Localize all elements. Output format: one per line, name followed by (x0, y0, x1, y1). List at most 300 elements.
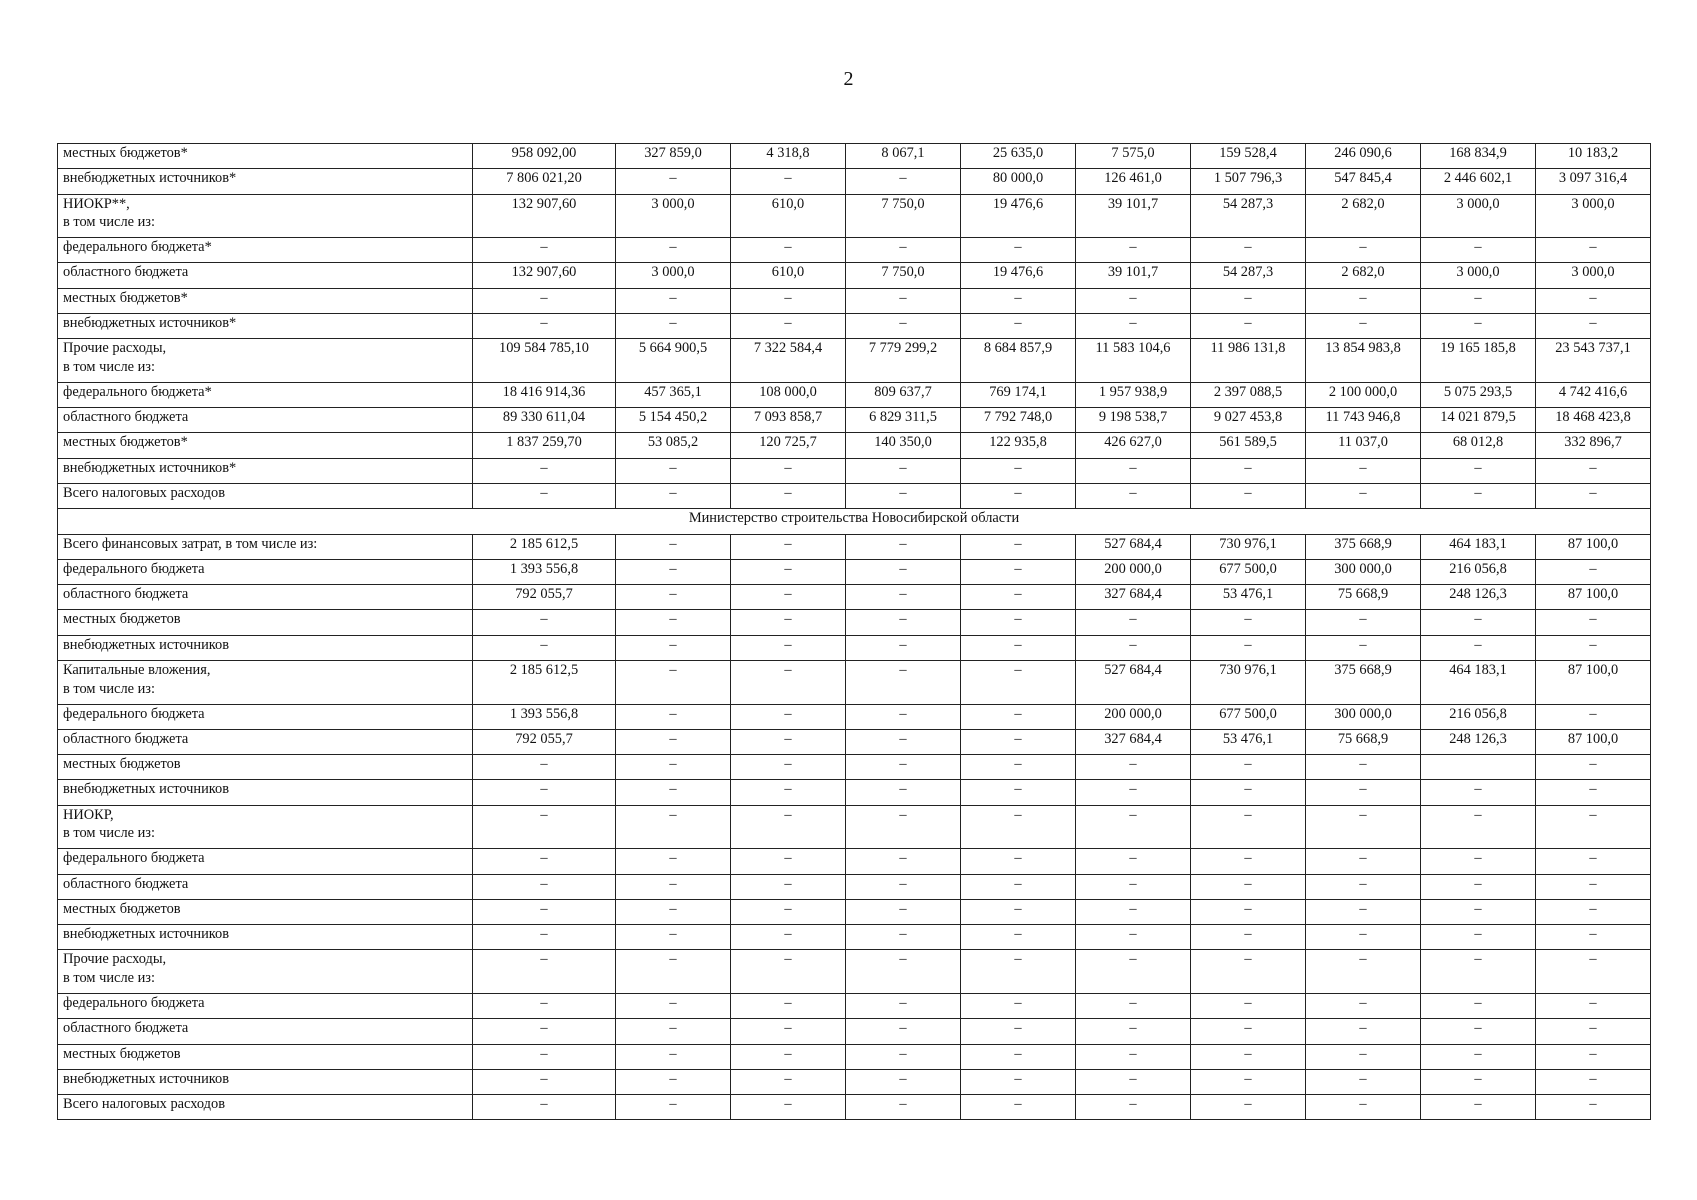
value-cell: – (616, 238, 731, 263)
value-cell: – (616, 704, 731, 729)
value-cell: – (731, 1044, 846, 1069)
value-cell: 677 500,0 (1191, 559, 1306, 584)
value-cell: – (1076, 288, 1191, 313)
value-cell: – (1421, 874, 1536, 899)
value-cell: – (846, 238, 961, 263)
row-label-line: Всего налоговых расходов (63, 484, 225, 501)
value-cell: – (1306, 313, 1421, 338)
row-label-line: местных бюджетов (63, 611, 181, 628)
value-cell: – (1536, 1069, 1651, 1094)
value-cell: – (1536, 950, 1651, 994)
value-cell: – (616, 661, 731, 705)
value-cell: 126 461,0 (1076, 169, 1191, 194)
value-cell: 527 684,4 (1076, 661, 1191, 705)
value-cell: – (731, 288, 846, 313)
value-cell: – (616, 288, 731, 313)
value-cell: 2 446 602,1 (1421, 169, 1536, 194)
value-cell: 2 100 000,0 (1306, 382, 1421, 407)
value-cell: – (961, 635, 1076, 660)
row-label (58, 313, 473, 338)
value-cell: – (1076, 313, 1191, 338)
table-body (58, 144, 1651, 1120)
page-number: 2 (843, 68, 854, 90)
value-cell: – (616, 1095, 731, 1120)
row-label (58, 755, 473, 780)
table-row (58, 433, 1651, 458)
row-label-line: внебюджетных источников (63, 1070, 230, 1087)
value-cell: – (1421, 1095, 1536, 1120)
row-label (58, 585, 473, 610)
value-cell: – (1421, 313, 1536, 338)
value-cell: – (1191, 805, 1306, 849)
row-label-line: федерального бюджета (63, 850, 205, 867)
value-cell: – (846, 1044, 961, 1069)
value-cell: 10 183,2 (1536, 144, 1651, 169)
value-cell: – (961, 313, 1076, 338)
value-cell: 246 090,6 (1306, 144, 1421, 169)
row-label-line: в том числе из: (63, 969, 155, 986)
value-cell: – (846, 849, 961, 874)
value-cell: 2 185 612,5 (473, 661, 616, 705)
value-cell: – (961, 661, 1076, 705)
value-cell: – (1191, 635, 1306, 660)
value-cell: – (473, 458, 616, 483)
table-row (58, 1095, 1651, 1120)
value-cell: – (846, 805, 961, 849)
value-cell: – (1536, 1044, 1651, 1069)
value-cell: – (731, 559, 846, 584)
value-cell: – (961, 559, 1076, 584)
value-cell: – (731, 1095, 846, 1120)
value-cell: 958 092,00 (473, 144, 616, 169)
value-cell: – (1076, 780, 1191, 805)
value-cell: – (731, 313, 846, 338)
value-cell: – (731, 925, 846, 950)
value-cell: – (846, 169, 961, 194)
row-label (58, 238, 473, 263)
value-cell: – (731, 661, 846, 705)
value-cell: – (473, 1095, 616, 1120)
value-cell: – (961, 458, 1076, 483)
value-cell: 68 012,8 (1421, 433, 1536, 458)
value-cell: 19 476,6 (961, 194, 1076, 238)
value-cell: 13 854 983,8 (1306, 339, 1421, 383)
value-cell: 561 589,5 (1191, 433, 1306, 458)
value-cell: – (1191, 313, 1306, 338)
value-cell: 792 055,7 (473, 585, 616, 610)
value-cell: 7 750,0 (846, 194, 961, 238)
table-row (58, 1069, 1651, 1094)
value-cell: – (1306, 849, 1421, 874)
value-cell: 132 907,60 (473, 263, 616, 288)
value-cell: 7 806 021,20 (473, 169, 616, 194)
row-label-line: федерального бюджета (63, 994, 205, 1011)
value-cell: – (1536, 1019, 1651, 1044)
value-cell: – (1191, 610, 1306, 635)
value-cell: – (961, 1069, 1076, 1094)
value-cell: – (1191, 458, 1306, 483)
value-cell: – (1191, 874, 1306, 899)
table-row (58, 874, 1651, 899)
row-label-line: местных бюджетов (63, 900, 181, 917)
value-cell: – (961, 899, 1076, 924)
value-cell: 2 682,0 (1306, 263, 1421, 288)
value-cell: 730 976,1 (1191, 534, 1306, 559)
row-label-line: в том числе из: (63, 358, 155, 375)
value-cell: – (1076, 874, 1191, 899)
value-cell: – (961, 780, 1076, 805)
value-cell: – (1191, 899, 1306, 924)
value-cell: – (616, 1044, 731, 1069)
value-cell: – (846, 729, 961, 754)
value-cell: 327 859,0 (616, 144, 731, 169)
value-cell: – (846, 559, 961, 584)
value-cell: 11 583 104,6 (1076, 339, 1191, 383)
table-row (58, 313, 1651, 338)
value-cell: 3 000,0 (616, 263, 731, 288)
row-label-line: местных бюджетов (63, 1045, 181, 1062)
value-cell: 53 476,1 (1191, 729, 1306, 754)
table-row (58, 610, 1651, 635)
value-cell: – (1421, 805, 1536, 849)
table-row (58, 661, 1651, 705)
value-cell: – (961, 874, 1076, 899)
value-cell: – (473, 1044, 616, 1069)
value-cell: – (846, 610, 961, 635)
value-cell: – (1306, 805, 1421, 849)
row-label-line: областного бюджета (63, 730, 189, 747)
value-cell: – (1536, 755, 1651, 780)
value-cell: – (473, 483, 616, 508)
row-label-line: Всего налоговых расходов (63, 1096, 225, 1113)
value-cell: – (1076, 1019, 1191, 1044)
value-cell: – (1306, 1095, 1421, 1120)
value-cell: 9 027 453,8 (1191, 408, 1306, 433)
value-cell: – (473, 925, 616, 950)
value-cell: 2 397 088,5 (1191, 382, 1306, 407)
value-cell: – (1536, 899, 1651, 924)
table-row (58, 483, 1651, 508)
value-cell: 3 000,0 (1421, 194, 1536, 238)
value-cell: – (616, 559, 731, 584)
value-cell: 248 126,3 (1421, 729, 1536, 754)
value-cell: – (1536, 288, 1651, 313)
row-label-line: областного бюджета (63, 409, 189, 426)
value-cell: 11 037,0 (1306, 433, 1421, 458)
row-label (58, 780, 473, 805)
value-cell: – (1076, 1044, 1191, 1069)
value-cell: – (1421, 780, 1536, 805)
value-cell: – (616, 950, 731, 994)
row-label-line: НИОКР**, (63, 195, 130, 212)
value-cell: – (1536, 313, 1651, 338)
value-cell: 730 976,1 (1191, 661, 1306, 705)
value-cell: – (731, 950, 846, 994)
table-row (58, 635, 1651, 660)
value-cell: 108 000,0 (731, 382, 846, 407)
row-label (58, 144, 473, 169)
row-label (58, 925, 473, 950)
value-cell: – (731, 169, 846, 194)
row-label-line: местных бюджетов* (63, 289, 188, 306)
value-cell: – (1421, 483, 1536, 508)
value-cell: 200 000,0 (1076, 559, 1191, 584)
row-label (58, 458, 473, 483)
value-cell: 248 126,3 (1421, 585, 1536, 610)
row-label-line: местных бюджетов (63, 756, 181, 773)
row-label (58, 534, 473, 559)
value-cell: 7 575,0 (1076, 144, 1191, 169)
value-cell: – (473, 849, 616, 874)
row-label (58, 950, 473, 994)
value-cell: – (846, 483, 961, 508)
value-cell: – (1536, 993, 1651, 1018)
row-label (58, 1044, 473, 1069)
value-cell: 132 907,60 (473, 194, 616, 238)
value-cell: – (846, 534, 961, 559)
value-cell: – (1421, 288, 1536, 313)
value-cell: – (473, 780, 616, 805)
value-cell: – (1306, 238, 1421, 263)
value-cell: – (731, 483, 846, 508)
row-label-line: НИОКР, (63, 806, 114, 823)
value-cell: – (1421, 458, 1536, 483)
row-label (58, 288, 473, 313)
value-cell: – (1536, 849, 1651, 874)
value-cell: – (961, 950, 1076, 994)
table-row (58, 169, 1651, 194)
value-cell: 18 416 914,36 (473, 382, 616, 407)
table-row (58, 704, 1651, 729)
value-cell: – (616, 1069, 731, 1094)
value-cell: 39 101,7 (1076, 194, 1191, 238)
value-cell: – (1191, 780, 1306, 805)
value-cell: – (1076, 849, 1191, 874)
row-label-line: внебюджетных источников (63, 636, 230, 653)
value-cell: – (846, 925, 961, 950)
row-label-line: федерального бюджета* (63, 383, 212, 400)
value-cell: 80 000,0 (961, 169, 1076, 194)
table-row (58, 1044, 1651, 1069)
value-cell: – (1536, 635, 1651, 660)
value-cell: – (1421, 849, 1536, 874)
value-cell: – (1306, 993, 1421, 1018)
value-cell: – (961, 585, 1076, 610)
value-cell: – (1306, 780, 1421, 805)
table-row (58, 194, 1651, 238)
table-row (58, 729, 1651, 754)
value-cell: 4 742 416,6 (1536, 382, 1651, 407)
value-cell: – (846, 661, 961, 705)
row-label-line: в том числе из: (63, 214, 155, 231)
value-cell: 464 183,1 (1421, 661, 1536, 705)
row-label-line: Прочие расходы, (63, 951, 167, 968)
value-cell: 39 101,7 (1076, 263, 1191, 288)
value-cell: 216 056,8 (1421, 559, 1536, 584)
value-cell: – (1076, 458, 1191, 483)
value-cell: – (1191, 993, 1306, 1018)
value-cell: – (1306, 610, 1421, 635)
value-cell: – (616, 534, 731, 559)
value-cell: 3 000,0 (1536, 263, 1651, 288)
row-label (58, 849, 473, 874)
value-cell: – (1421, 1044, 1536, 1069)
value-cell: – (961, 1019, 1076, 1044)
value-cell: – (1191, 925, 1306, 950)
value-cell: – (1421, 610, 1536, 635)
value-cell: 87 100,0 (1536, 729, 1651, 754)
value-cell: – (731, 729, 846, 754)
value-cell: 87 100,0 (1536, 534, 1651, 559)
value-cell: – (473, 805, 616, 849)
value-cell: – (731, 585, 846, 610)
value-cell: – (731, 1019, 846, 1044)
value-cell: – (1421, 1069, 1536, 1094)
value-cell: 610,0 (731, 194, 846, 238)
row-label (58, 1069, 473, 1094)
value-cell: – (961, 805, 1076, 849)
value-cell: – (1191, 755, 1306, 780)
value-cell: – (1191, 1095, 1306, 1120)
value-cell: 8 684 857,9 (961, 339, 1076, 383)
value-cell: – (473, 313, 616, 338)
value-cell: – (1306, 635, 1421, 660)
value-cell: – (473, 238, 616, 263)
value-cell: – (616, 458, 731, 483)
value-cell: – (1536, 238, 1651, 263)
value-cell: – (616, 874, 731, 899)
value-cell: – (1306, 1044, 1421, 1069)
value-cell: 11 743 946,8 (1306, 408, 1421, 433)
value-cell: – (731, 993, 846, 1018)
row-label-line: федерального бюджета (63, 560, 205, 577)
value-cell: – (1076, 925, 1191, 950)
value-cell: 300 000,0 (1306, 704, 1421, 729)
value-cell: – (1536, 704, 1651, 729)
value-cell: – (1076, 238, 1191, 263)
value-cell: 5 664 900,5 (616, 339, 731, 383)
value-cell: – (961, 483, 1076, 508)
value-cell: 23 543 737,1 (1536, 339, 1651, 383)
value-cell: – (473, 635, 616, 660)
value-cell: – (1306, 925, 1421, 950)
row-label-line: федерального бюджета (63, 705, 205, 722)
value-cell: 464 183,1 (1421, 534, 1536, 559)
value-cell: – (616, 169, 731, 194)
value-cell: – (473, 288, 616, 313)
row-label (58, 704, 473, 729)
value-cell: – (1306, 755, 1421, 780)
value-cell: 457 365,1 (616, 382, 731, 407)
value-cell: 8 067,1 (846, 144, 961, 169)
value-cell: – (846, 1095, 961, 1120)
value-cell: 375 668,9 (1306, 534, 1421, 559)
value-cell: – (616, 1019, 731, 1044)
table-row (58, 339, 1651, 383)
value-cell: – (1076, 483, 1191, 508)
row-label-line: областного бюджета (63, 264, 189, 281)
value-cell: – (846, 288, 961, 313)
row-label (58, 661, 473, 705)
value-cell: – (616, 635, 731, 660)
value-cell: 140 350,0 (846, 433, 961, 458)
value-cell: 3 000,0 (1421, 263, 1536, 288)
value-cell: – (1191, 1044, 1306, 1069)
value-cell: 809 637,7 (846, 382, 961, 407)
row-label (58, 1095, 473, 1120)
value-cell: 75 668,9 (1306, 729, 1421, 754)
value-cell: – (616, 755, 731, 780)
value-cell: 1 507 796,3 (1191, 169, 1306, 194)
table-row (58, 559, 1651, 584)
value-cell: – (616, 585, 731, 610)
value-cell: – (1306, 950, 1421, 994)
value-cell: 7 093 858,7 (731, 408, 846, 433)
table-row (58, 950, 1651, 994)
value-cell: – (616, 729, 731, 754)
value-cell: – (846, 755, 961, 780)
row-label (58, 559, 473, 584)
value-cell: – (1536, 483, 1651, 508)
table-row (58, 238, 1651, 263)
row-label-line: Всего финансовых затрат, в том числе из: (63, 535, 318, 552)
value-cell: 53 085,2 (616, 433, 731, 458)
value-cell: – (1421, 925, 1536, 950)
row-label (58, 194, 473, 238)
value-cell: – (961, 704, 1076, 729)
row-label (58, 339, 473, 383)
row-label (58, 899, 473, 924)
value-cell: – (1421, 993, 1536, 1018)
value-cell: – (1536, 1095, 1651, 1120)
row-label-line: в том числе из: (63, 680, 155, 697)
value-cell: 109 584 785,10 (473, 339, 616, 383)
value-cell: – (731, 458, 846, 483)
value-cell: – (731, 610, 846, 635)
table-row (58, 585, 1651, 610)
value-cell: – (846, 899, 961, 924)
value-cell: 6 829 311,5 (846, 408, 961, 433)
value-cell: – (731, 849, 846, 874)
row-label (58, 169, 473, 194)
value-cell: – (961, 729, 1076, 754)
row-label-line: федерального бюджета* (63, 239, 212, 256)
value-cell: – (731, 755, 846, 780)
value-cell: 75 668,9 (1306, 585, 1421, 610)
value-cell: – (473, 1069, 616, 1094)
value-cell: 7 322 584,4 (731, 339, 846, 383)
value-cell: – (1536, 805, 1651, 849)
value-cell: – (961, 755, 1076, 780)
value-cell: 14 021 879,5 (1421, 408, 1536, 433)
value-cell: 19 476,6 (961, 263, 1076, 288)
value-cell: – (473, 1019, 616, 1044)
value-cell: 120 725,7 (731, 433, 846, 458)
value-cell: – (1421, 635, 1536, 660)
value-cell (1421, 755, 1536, 780)
value-cell: 122 935,8 (961, 433, 1076, 458)
row-label-line: местных бюджетов* (63, 434, 188, 451)
value-cell: – (1536, 874, 1651, 899)
value-cell: 7 779 299,2 (846, 339, 961, 383)
value-cell: – (1076, 1095, 1191, 1120)
value-cell: – (1536, 458, 1651, 483)
value-cell: 87 100,0 (1536, 585, 1651, 610)
value-cell: 375 668,9 (1306, 661, 1421, 705)
value-cell: 300 000,0 (1306, 559, 1421, 584)
value-cell: – (1306, 874, 1421, 899)
value-cell: – (961, 610, 1076, 635)
